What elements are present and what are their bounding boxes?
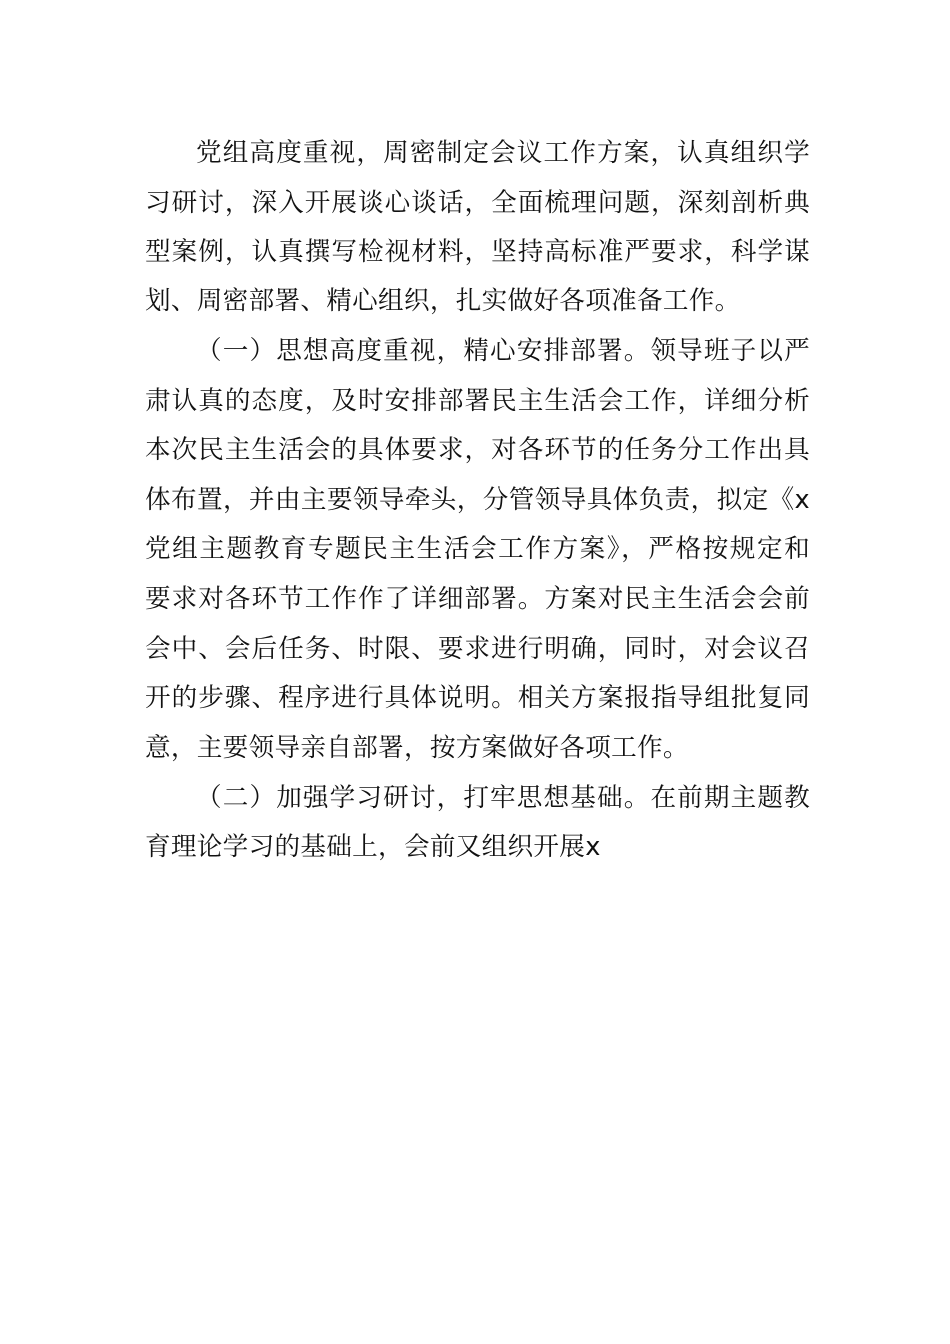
section-1-heading-line: （一）思想高度重视，精心安排部署。领导班子以严 [196,336,810,366]
paragraph-1-line-2: 习研讨，深入开展谈心谈话，全面梳理问题，深刻剖析典 [145,188,810,218]
section-1-line-3: 本次民主生活会的具体要求，对各环节的任务分工作出具 [145,435,810,465]
section-1-line-9: 意，主要领导亲自部署，按方案做好各项工作。 [145,733,689,763]
section-2-heading-line: （二）加强学习研讨，打牢思想基础。在前期主题教 [196,783,810,813]
paragraph-1-line-3: 型案例，认真撰写检视材料，坚持高标准严要求，科学谋 [145,237,810,267]
section-1-line-6: 要求对各环节工作作了详细部署。方案对民主生活会会前 [145,584,810,614]
section-1-line-5: 党组主题教育专题民主生活会工作方案》，严格按规定和 [145,534,810,564]
paragraph-1-line-1: 党组高度重视，周密制定会议工作方案，认真组织学 [196,138,810,168]
section-2-line-2: 育理论学习的基础上，会前又组织开展x [145,832,601,862]
section-1-line-2: 肃认真的态度，及时安排部署民主生活会工作，详细分析 [145,386,810,416]
section-1-line-8: 开的步骤、程序进行具体说明。相关方案报指导组批复同 [145,683,810,713]
section-1-line-7: 会中、会后任务、时限、要求进行明确，同时，对会议召 [145,634,810,664]
section-1-line-4: 体布置，并由主要领导牵头，分管领导具体负责，拟定《x [145,485,810,515]
paragraph-1-line-4: 划、周密部署、精心组织，扎实做好各项准备工作。 [145,286,741,316]
